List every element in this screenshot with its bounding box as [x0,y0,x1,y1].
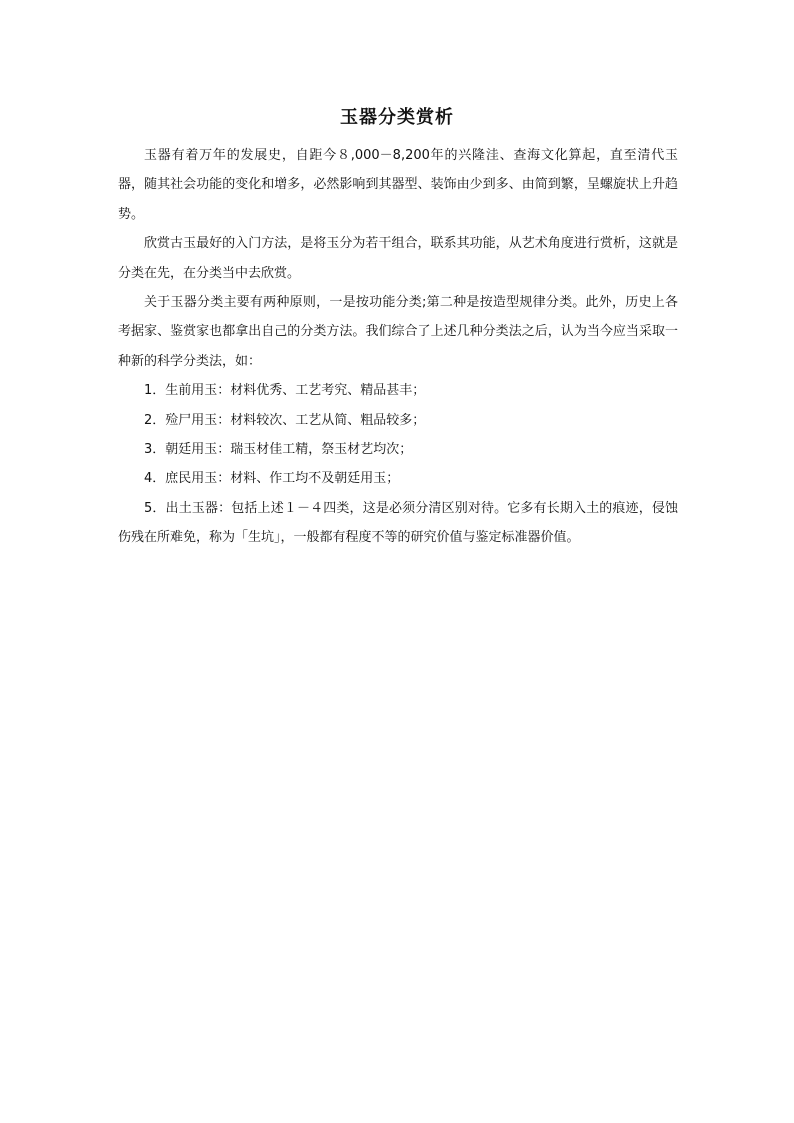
list-item-commoner-jade: 4．庶民用玉：材料、作工均不及朝廷用玉； [144,471,400,487]
paragraph-appreciation-method: 欣赏古玉最好的入门方法，是将玉分为若干组合，联系其功能，从艺术角度进行赏析，这就是分类在先，在分类当中去欣赏。 [118,236,678,281]
document-title: 玉器分类赏析 [340,107,454,128]
paragraph-classification-principles: 关于玉器分类主要有两种原则，一是按功能分类;第二种是按造型规律分类。此外，历史上各考据家、鉴赏家也都拿出自己的分类方法。我们综合了上述几种分类法之后，认为当今应当采取一种新的科学分类法，如： [118,295,678,369]
list-item-court-jade: 3．朝廷用玉：瑞玉材佳工精，祭玉材艺均次； [144,442,413,458]
list-item-excavated-jade: 5．出土玉器：包括上述１－４四类，这是必须分清区别对待。它多有长期入土的痕迹，侵蚀伤残在所难免，称为「生坑」，一般都有程度不等的研究价值与鉴定标准器价值。 [118,500,678,546]
list-item-burial-jade: 2．殓尸用玉：材料较次、工艺从简、粗品较多； [144,412,426,428]
paragraph-history: 玉器有着万年的发展史，自距今８,000－8,200年的兴隆洼、查海文化算起，直至清代玉器，随其社会功能的变化和增多，必然影响到其器型、装饰由少到多、由简到繁，呈螺旋状上升趋势。 [118,148,678,222]
list-item-lifetime-jade: 1．生前用玉：材料优秀、工艺考究、精品甚丰； [144,383,426,399]
document-body [118,141,678,553]
